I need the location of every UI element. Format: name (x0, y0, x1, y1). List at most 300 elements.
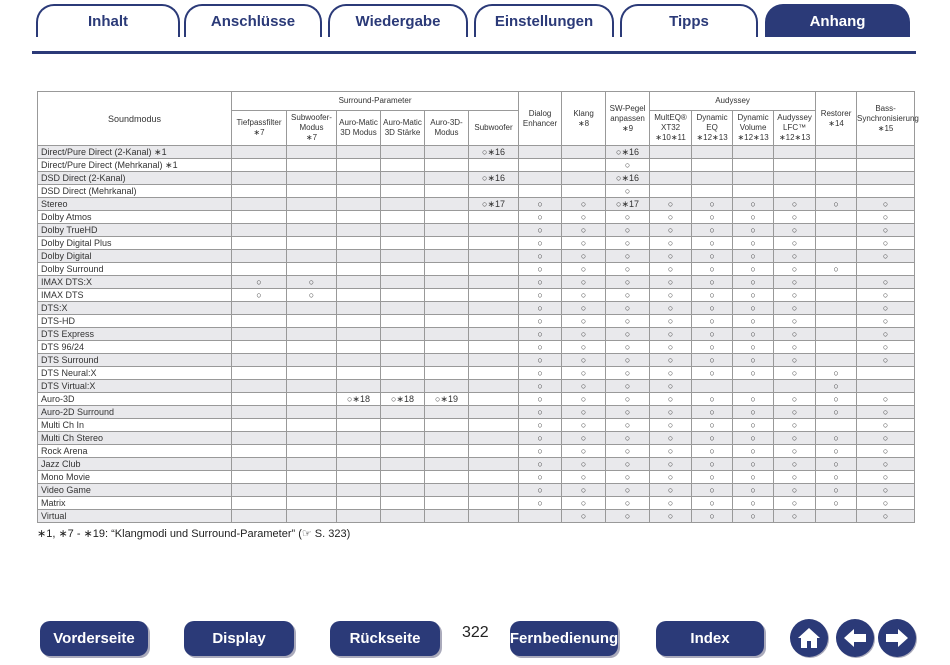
table-cell: ○ (774, 341, 816, 354)
table-cell: ○ (562, 393, 606, 406)
table-cell (425, 224, 469, 237)
table-cell (425, 172, 469, 185)
table-cell (425, 146, 469, 159)
table-cell (816, 289, 857, 302)
table-cell: ○ (774, 432, 816, 445)
home-button[interactable] (790, 619, 828, 657)
table-cell (381, 354, 425, 367)
table-cell: ○ (733, 354, 774, 367)
table-cell (816, 328, 857, 341)
back-button[interactable] (836, 619, 874, 657)
soundmode-cell: Dolby Digital Plus (38, 237, 232, 250)
table-cell: ○ (519, 276, 562, 289)
table-cell (469, 185, 519, 198)
table-cell: ○ (857, 497, 915, 510)
table-cell: ○ (733, 458, 774, 471)
subwoofer-header: Subwoofer (469, 111, 519, 146)
table-cell (733, 185, 774, 198)
table-cell: ○ (774, 211, 816, 224)
table-cell (774, 159, 816, 172)
table-cell: ○ (774, 406, 816, 419)
table-cell: ○ (733, 237, 774, 250)
table-cell: ○ (816, 406, 857, 419)
table-cell: ○ (857, 393, 915, 406)
table-cell: ○ (650, 484, 692, 497)
table-cell: ○ (562, 406, 606, 419)
table-cell (562, 159, 606, 172)
table-cell (381, 302, 425, 315)
table-cell (381, 510, 425, 523)
table-cell: ○ (562, 380, 606, 393)
table-cell (337, 315, 381, 328)
soundmode-cell: DTS-HD (38, 315, 232, 328)
home-icon (796, 626, 822, 650)
table-cell: ○ (857, 341, 915, 354)
table-cell: ○ (650, 341, 692, 354)
table-cell: ○ (733, 328, 774, 341)
table-cell (337, 289, 381, 302)
table-cell: ○ (733, 406, 774, 419)
table-cell (287, 510, 337, 523)
table-row (38, 445, 915, 458)
table-cell: ○ (519, 354, 562, 367)
table-cell: ○ (692, 419, 733, 432)
table-cell: ○ (733, 302, 774, 315)
table-cell (469, 224, 519, 237)
tab-tipps[interactable]: Tipps (620, 4, 758, 37)
table-cell (287, 406, 337, 419)
table-cell: ○ (774, 315, 816, 328)
table-cell (381, 367, 425, 380)
soundmode-cell: DTS Express (38, 328, 232, 341)
table-cell (381, 276, 425, 289)
table-cell: ○ (650, 198, 692, 211)
table-cell (381, 224, 425, 237)
table-cell (287, 471, 337, 484)
table-cell: ○ (733, 445, 774, 458)
table-cell (381, 380, 425, 393)
table-cell: ○ (562, 289, 606, 302)
table-cell (857, 146, 915, 159)
table-cell: ○ (650, 250, 692, 263)
table-cell (287, 393, 337, 406)
table-cell (469, 341, 519, 354)
table-cell: ○ (857, 250, 915, 263)
table-cell: ○ (650, 432, 692, 445)
table-cell (232, 263, 287, 276)
table-cell (287, 302, 337, 315)
table-cell: ○ (774, 328, 816, 341)
table-cell (816, 354, 857, 367)
lfc-header: Audyssey LFC™ ∗12∗13 (774, 111, 816, 146)
table-cell (692, 159, 733, 172)
table-cell (287, 354, 337, 367)
table-cell: ○ (232, 276, 287, 289)
table-cell (469, 419, 519, 432)
table-cell (232, 419, 287, 432)
soundmode-cell: Direct/Pure Direct (Mehrkanal) ∗1 (38, 159, 232, 172)
soundmode-cell: DTS:X (38, 302, 232, 315)
soundmode-cell: IMAX DTS:X (38, 276, 232, 289)
table-cell (232, 341, 287, 354)
table-cell (650, 146, 692, 159)
table-row (38, 510, 915, 523)
table-row (38, 432, 915, 445)
table-cell: ○ (650, 445, 692, 458)
table-cell: ○ (733, 224, 774, 237)
table-cell: ○ (519, 367, 562, 380)
swpegel-header: SW-Pegel anpassen ∗9 (606, 92, 650, 146)
table-cell (774, 380, 816, 393)
soundmode-cell: Stereo (38, 198, 232, 211)
index-button[interactable]: Index (656, 621, 764, 656)
table-cell: ○ (606, 367, 650, 380)
table-row (38, 484, 915, 497)
table-row (38, 302, 915, 315)
dyneq-header: Dynamic EQ ∗12∗13 (692, 111, 733, 146)
table-row (38, 224, 915, 237)
table-cell: ○ (519, 393, 562, 406)
tab-wiedergabe[interactable]: Wiedergabe (328, 4, 468, 37)
soundmode-cell: Virtual (38, 510, 232, 523)
table-cell (857, 185, 915, 198)
table-cell (287, 341, 337, 354)
table-cell (337, 471, 381, 484)
table-cell (287, 198, 337, 211)
table-cell (425, 510, 469, 523)
table-cell: ○ (857, 276, 915, 289)
table-row (38, 406, 915, 419)
table-cell (232, 315, 287, 328)
table-cell (381, 458, 425, 471)
arrow-left-icon (842, 627, 868, 649)
table-cell: ○ (650, 380, 692, 393)
table-cell: ○ (857, 224, 915, 237)
table-cell (337, 367, 381, 380)
tab-anschluesse[interactable]: Anschlüsse (184, 4, 322, 37)
table-cell: ○ (606, 458, 650, 471)
table-cell: ○ (519, 328, 562, 341)
table-cell: ○ (519, 380, 562, 393)
table-cell: ○ (606, 432, 650, 445)
table-cell: ○ (816, 471, 857, 484)
table-row (38, 315, 915, 328)
table-cell (425, 250, 469, 263)
table-cell (232, 237, 287, 250)
soundmode-cell: Matrix (38, 497, 232, 510)
table-cell (425, 159, 469, 172)
table-cell: ○ (857, 419, 915, 432)
table-cell: ○ (692, 406, 733, 419)
table-cell (287, 185, 337, 198)
table-cell: ○ (519, 198, 562, 211)
table-cell (232, 471, 287, 484)
table-cell: ○ (692, 354, 733, 367)
table-cell (232, 406, 287, 419)
mode-header: Soundmodus (38, 92, 232, 146)
table-cell: ○ (857, 211, 915, 224)
table-cell (562, 146, 606, 159)
table-cell (232, 159, 287, 172)
table-cell (692, 146, 733, 159)
soundmode-cell: DSD Direct (2-Kanal) (38, 172, 232, 185)
table-cell: ○ (519, 445, 562, 458)
table-cell (337, 497, 381, 510)
table-cell (337, 159, 381, 172)
table-cell (287, 419, 337, 432)
table-cell: ○ (857, 354, 915, 367)
table-cell: ○ (774, 367, 816, 380)
table-cell: ○ (562, 341, 606, 354)
table-cell: ○ (816, 380, 857, 393)
table-cell: ○∗16 (469, 146, 519, 159)
table-cell (337, 484, 381, 497)
table-cell: ○ (774, 484, 816, 497)
table-cell (425, 198, 469, 211)
table-cell: ○ (857, 458, 915, 471)
table-cell (425, 289, 469, 302)
table-cell: ○ (692, 458, 733, 471)
table-cell: ○ (606, 484, 650, 497)
table-cell: ○ (519, 315, 562, 328)
table-cell: ○ (519, 497, 562, 510)
table-cell: ○ (287, 276, 337, 289)
table-cell: ○ (519, 211, 562, 224)
table-cell: ○ (606, 224, 650, 237)
table-cell (232, 354, 287, 367)
table-cell (425, 484, 469, 497)
table-cell: ○ (774, 263, 816, 276)
surround-group-header: Surround-Parameter (232, 92, 519, 111)
soundmode-cell: Multi Ch In (38, 419, 232, 432)
table-row (38, 393, 915, 406)
table-cell: ○ (692, 497, 733, 510)
table-cell: ○ (650, 354, 692, 367)
table-cell (425, 315, 469, 328)
table-row (38, 263, 915, 276)
table-cell: ○ (857, 406, 915, 419)
table-cell (381, 172, 425, 185)
table-cell (232, 328, 287, 341)
table-row (38, 367, 915, 380)
table-cell (287, 211, 337, 224)
table-cell: ○ (692, 315, 733, 328)
soundmode-cell: Dolby Atmos (38, 211, 232, 224)
table-row (38, 497, 915, 510)
table-cell: ○ (692, 484, 733, 497)
table-cell: ○ (733, 367, 774, 380)
table-cell (337, 445, 381, 458)
auro-staerke-header: Auro-Matic 3D Stärke (381, 111, 425, 146)
remote-control-button[interactable]: Fernbedienung (510, 621, 618, 656)
table-cell (650, 185, 692, 198)
table-row (38, 172, 915, 185)
table-cell (857, 263, 915, 276)
table-cell (232, 367, 287, 380)
forward-button[interactable] (878, 619, 916, 657)
table-cell (816, 211, 857, 224)
table-cell: ○ (519, 224, 562, 237)
table-cell: ○ (733, 211, 774, 224)
table-cell (232, 185, 287, 198)
table-row (38, 250, 915, 263)
table-cell (519, 510, 562, 523)
table-cell (519, 159, 562, 172)
table-cell (232, 302, 287, 315)
front-panel-button[interactable]: Vorderseite (40, 621, 148, 656)
table-cell (857, 172, 915, 185)
table-row (38, 211, 915, 224)
table-cell (337, 510, 381, 523)
table-cell (381, 263, 425, 276)
table-cell: ○ (692, 263, 733, 276)
table-cell: ○ (857, 445, 915, 458)
table-cell: ○ (733, 393, 774, 406)
table-cell (381, 341, 425, 354)
soundmode-cell: DTS 96/24 (38, 341, 232, 354)
table-cell: ○ (650, 237, 692, 250)
table-cell (816, 250, 857, 263)
table-cell: ○ (733, 198, 774, 211)
display-button[interactable]: Display (184, 621, 294, 656)
table-cell (232, 445, 287, 458)
table-cell: ○ (606, 445, 650, 458)
table-cell (692, 185, 733, 198)
table-cell: ○ (606, 276, 650, 289)
table-cell (381, 471, 425, 484)
table-cell (774, 146, 816, 159)
table-cell (562, 172, 606, 185)
table-cell (337, 432, 381, 445)
table-cell: ○ (692, 302, 733, 315)
restorer-header: Restorer ∗14 (816, 92, 857, 146)
table-cell: ○ (606, 341, 650, 354)
table-cell (337, 302, 381, 315)
table-cell (337, 276, 381, 289)
table-cell (425, 263, 469, 276)
table-cell: ○ (606, 263, 650, 276)
table-cell (287, 224, 337, 237)
table-cell: ○ (650, 406, 692, 419)
table-cell (425, 302, 469, 315)
table-cell (337, 250, 381, 263)
table-cell: ○ (733, 484, 774, 497)
rear-panel-button[interactable]: Rückseite (330, 621, 440, 656)
table-cell (469, 458, 519, 471)
table-cell: ○ (650, 276, 692, 289)
table-row (38, 198, 915, 211)
table-cell (381, 315, 425, 328)
table-cell (816, 510, 857, 523)
table-cell (381, 406, 425, 419)
table-cell (287, 237, 337, 250)
table-cell: ○∗16 (606, 146, 650, 159)
table-cell: ○ (692, 471, 733, 484)
table-cell (287, 380, 337, 393)
table-cell (232, 510, 287, 523)
table-row (38, 237, 915, 250)
table-cell: ○ (562, 198, 606, 211)
table-cell (425, 406, 469, 419)
table-cell: ○ (562, 211, 606, 224)
table-cell (337, 172, 381, 185)
table-cell (337, 237, 381, 250)
table-cell: ○ (650, 419, 692, 432)
table-cell (469, 237, 519, 250)
table-cell: ○ (650, 302, 692, 315)
table-cell: ○ (774, 250, 816, 263)
table-cell: ○ (816, 263, 857, 276)
table-cell (381, 185, 425, 198)
table-cell: ○ (562, 458, 606, 471)
table-cell (232, 250, 287, 263)
table-cell: ○ (692, 341, 733, 354)
table-cell: ○ (733, 497, 774, 510)
soundmode-cell: Dolby TrueHD (38, 224, 232, 237)
table-cell: ○ (857, 237, 915, 250)
tab-einstellungen[interactable]: Einstellungen (474, 4, 614, 37)
table-cell: ○ (650, 367, 692, 380)
tab-baseline (32, 51, 916, 54)
table-cell: ○ (562, 315, 606, 328)
table-cell: ○ (519, 406, 562, 419)
table-cell (469, 497, 519, 510)
table-cell: ○ (774, 458, 816, 471)
table-row (38, 380, 915, 393)
table-cell (816, 341, 857, 354)
table-cell (381, 484, 425, 497)
table-row (38, 354, 915, 367)
table-cell (287, 250, 337, 263)
table-cell: ○ (562, 263, 606, 276)
table-cell (232, 380, 287, 393)
table-cell: ○ (519, 341, 562, 354)
soundmode-cell: Video Game (38, 484, 232, 497)
table-cell: ○ (519, 484, 562, 497)
table-cell (337, 458, 381, 471)
table-cell (232, 393, 287, 406)
table-cell: ○ (857, 510, 915, 523)
table-cell (469, 276, 519, 289)
soundmode-cell: Multi Ch Stereo (38, 432, 232, 445)
table-cell: ○ (692, 367, 733, 380)
table-cell (232, 458, 287, 471)
tab-inhalt[interactable]: Inhalt (36, 4, 180, 37)
table-cell (469, 445, 519, 458)
table-cell (425, 380, 469, 393)
table-cell: ○ (692, 250, 733, 263)
table-cell (816, 146, 857, 159)
table-cell: ○ (692, 237, 733, 250)
table-cell (381, 159, 425, 172)
tab-anhang[interactable]: Anhang (765, 4, 910, 37)
table-cell: ○ (774, 276, 816, 289)
table-cell (733, 159, 774, 172)
dialog-header: Dialog Enhancer (519, 92, 562, 146)
table-cell: ○ (562, 419, 606, 432)
table-cell: ○ (232, 289, 287, 302)
table-cell: ○ (857, 484, 915, 497)
table-cell: ○ (774, 302, 816, 315)
table-cell: ○∗17 (606, 198, 650, 211)
table-cell: ○ (774, 510, 816, 523)
table-cell: ○ (562, 432, 606, 445)
table-cell: ○ (606, 419, 650, 432)
table-cell (469, 328, 519, 341)
table-cell (469, 315, 519, 328)
table-cell (425, 471, 469, 484)
table-cell (469, 159, 519, 172)
